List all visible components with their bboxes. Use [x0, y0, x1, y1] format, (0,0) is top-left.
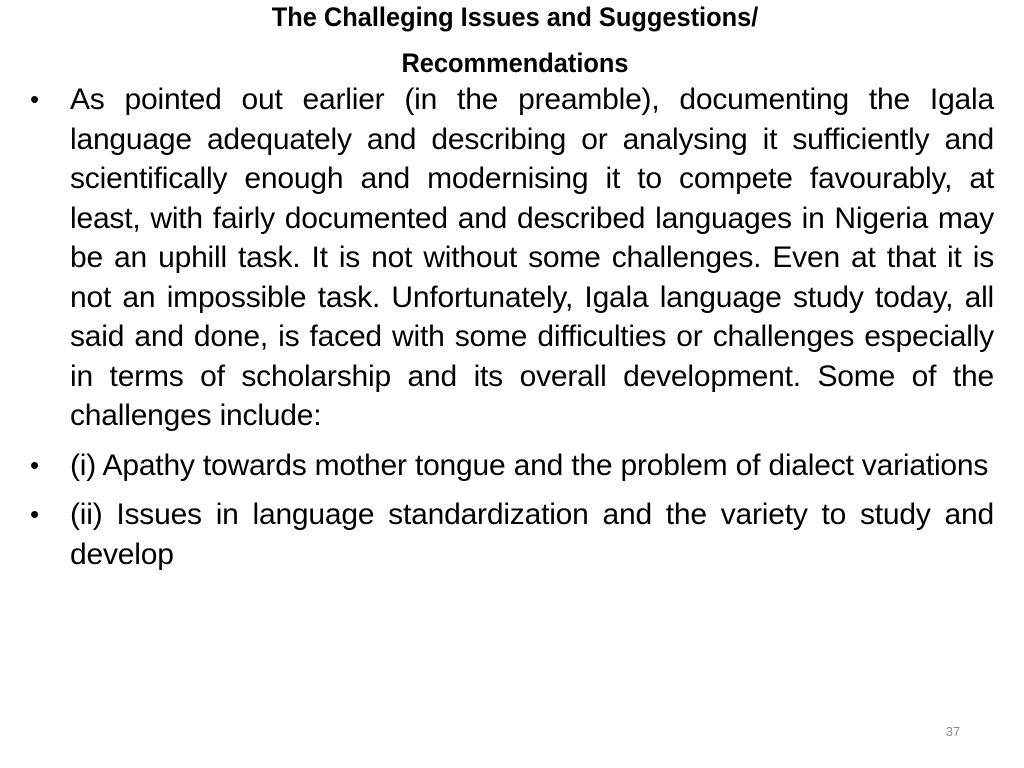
- bullet-list: [30, 80, 994, 574]
- bullet-icon: •: [30, 449, 39, 480]
- bullet-icon: •: [30, 84, 39, 114]
- slide-title-line-2: Recommendations: [401, 48, 629, 78]
- bullet-text: (ii) Issues in language standardization and the variety to study and develop: [70, 498, 994, 571]
- slide-title: [125, 0, 905, 86]
- bullet-item-standardization: [30, 495, 994, 574]
- bullet-item-apathy: [30, 446, 994, 486]
- page-number: 37: [945, 724, 961, 739]
- bullet-icon: •: [30, 499, 39, 529]
- bullet-item-preamble: [30, 80, 994, 436]
- slide-title-line-1: The Challeging Issues and Suggestions/: [271, 2, 759, 32]
- bullet-text: (i) Apathy towards mother tongue and the problem of dialect variations: [70, 448, 989, 482]
- bullet-text: As pointed out earlier (in the preamble), documenting the Igala language adequately and describing or analysing it sufficiently and scientifically enough and modernising it to compete favourably, at least, with fairly documented and described languages in Nigeria may be an uphill task. It is not without some challenges. Even at that it is not an impossible task. Unfortunately, Igala language study today, all said and done, is faced with some difficulties or challenges especially in terms of scholarship and its overall development. Some of the challenges include:: [70, 83, 994, 432]
